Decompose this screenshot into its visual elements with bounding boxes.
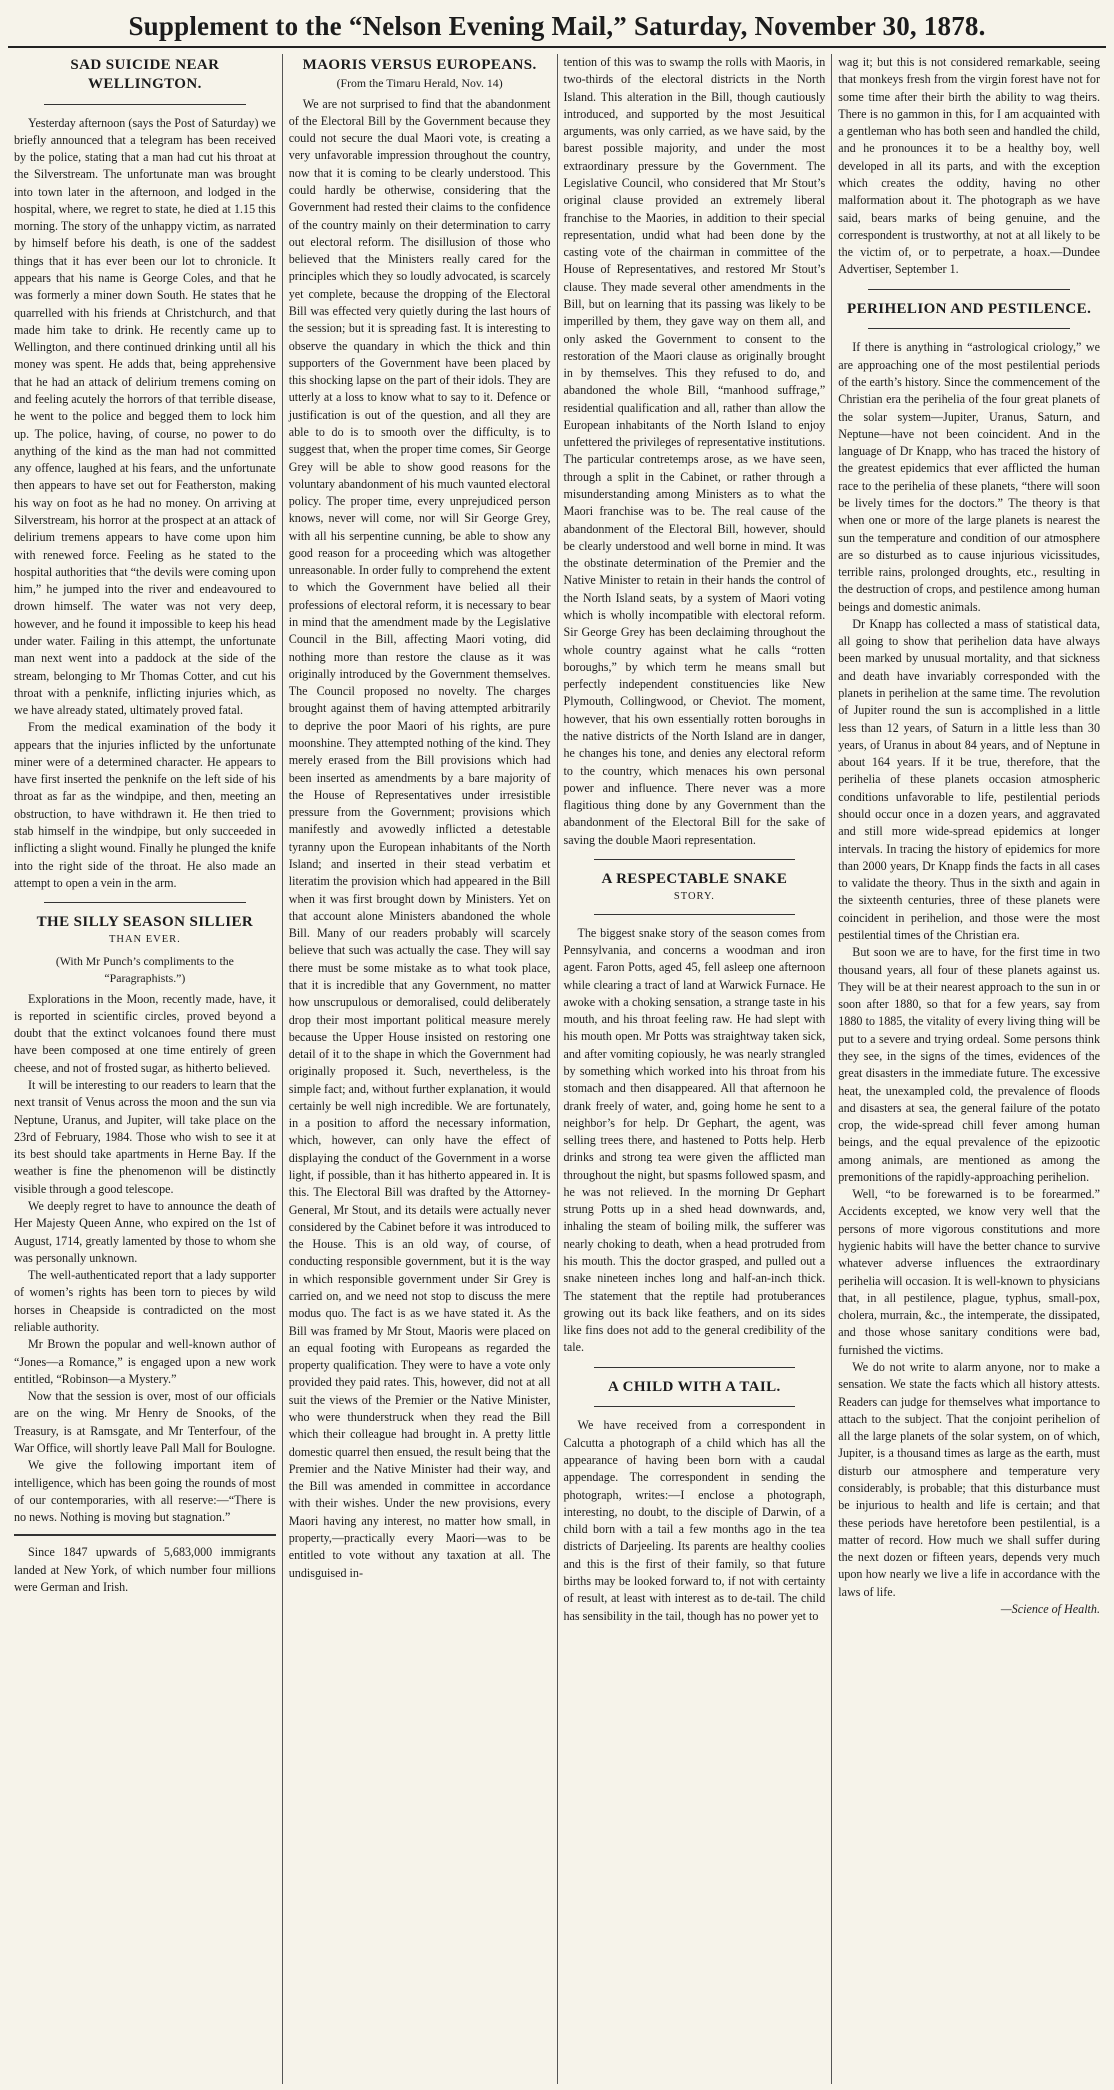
divider <box>868 328 1070 329</box>
article-paragraph: But soon we are to have, for the first time in two thousand years, all four of these planets against us. They will be at their nearest approach to the sun in or soon after 1880, so that for a few years, say from 1880 to 1885, the vitality of every living thing will be put to a severe and trying ordeal. Some persons think they see, in the signs of the times, evidences of the great disasters in the immediate future. The excessive heat, the unexampled cold, the prevalence of floods and disasters at sea, the general failure of the potato crop, the wide-spread chill fever among human beings, and the equal prevalence of the epizootic among animals, are mentioned as among the premonitions of the rapidly-approaching perihelion. <box>838 945 1100 1184</box>
article-title-silly-season: THE SILLY SEASON SILLIER <box>36 914 254 931</box>
article-title-snake-story: A RESPECTABLE SNAKE <box>601 870 788 887</box>
column-1 <box>8 54 283 2084</box>
article-title-perihelion: PERIHELION AND PESTILENCE. <box>847 300 1092 317</box>
divider <box>44 104 246 105</box>
article-paragraph: Now that the session is over, most of our officials are on the wing. Mr Henry de Snooks, of the Treasury, is at Ramsgate, and Mr Tenterfour, of the War Office, will shortly leave Pall Mall for Boulogne. <box>14 1389 276 1455</box>
divider <box>594 1367 796 1368</box>
article-paragraph: Dr Knapp has collected a mass of statistical data, all going to show that perihelion data have always been marked by unusual mortality, and that sickness and death have invariably corresponded with the planets in perihelion at the same time. The revolution of Jupiter round the sun is accomplished in a little less than 12 years, of Saturn in a little less than 30 years, of Uranus in about 84 years, and of Neptune in about 164 years. If it be true, therefore, that the perihelia of these planets occasion atmospheric conditions unfavorable to life, pestilential periods should occur once in a dozen years, and aggravated and still more wide-spread epidemics at longer intervals. In tracing the history of epidemics for more than 2000 years, Dr Knapp finds the facts in all cases to validate the theory. Thus in the sixth and again in the sixteenth centuries, three of these planets were coincident in perihelion, and those were the most pestilential times of the Christian era. <box>838 616 1100 942</box>
article-signature: —Science of Health. <box>1000 1601 1100 1616</box>
article-paragraph: tention of this was to swamp the rolls with Maoris, in two-thirds of the electoral districts in the North Island. This alteration in the Bill, though cautiously introduced, and supported by the most Jesuitical arguments, was only carried, as we have said, by the barest possible majority, and under the most extraordinary pressure by the Government. The Legislative Council, who considered that Mr Stout’s original clause provided an extremely liberal franchise to the Maories, in addition to their special representation, undid what had been done by the casting vote of the chairman in committee of the House of Representatives, and restored Mr Stout’s clause. They made several other amendments in the Bill, but on learning that its passing was likely to be imperilled by them, they gave way on them all, and only asked the Government to consent to the restoration of the Maori clause as originally brought in by themselves. This they refused to do, and abandoned the whole Bill, “manhood suffrage,” residential qualification and all, rather than allow the European inhabitants of the North Island to enjoy unfettered the privileges of representative institutions. The particular contretemps arose, as we have seen, through a split in the Cabinet, or rather through a misunderstanding among Ministers as to what the Maori franchise was to be. The real cause of the abandonment of the Electoral Bill, however, should be clearly understood and well borne in mind. It was the obstinate determination of the Premier and the Native Minister to retain in their hands the control of the North Island seats, by a system of Maori voting which is wholly incompatible with electoral reform. Sir George Grey has been declaiming throughout the whole country against what he calls “rotten boroughs,” by which term he means small but perfectly independent constituencies like New Plymouth, Collingwood, or Cheviot. The moment, however, that his own essentially rotten boroughs in the native districts of the North Island are in danger, he changes his tone, and denies any electoral reform to the country, which menaces his own personal power and influence. There never was a more flagitious thing done by any Government than the abandonment of the Electoral Bill for the sake of saving the double Maori representation. <box>563 55 826 847</box>
article-paragraph: From the medical examination of the body it appears that the injuries inflicted by the unfortunate miner were of a determined character. He appears to have first inserted the penknife on the left side of his throat as far as the windpipe, and then, meeting an obstruction, to have withdrawn it. He then tried to stab himself in the windpipe, but only succeeded in inflicting a slight wound. Finally he plunged the knife into the right side of the throat. He also made an attempt to open a vein in the arm. <box>14 720 276 890</box>
article-title-sad-suicide: SAD SUICIDE NEAR WELLINGTON. <box>70 57 220 92</box>
article-paragraph: We have received from a correspondent in Calcutta a photograph of a child which has all the appearance of having been born with a caudal appendage. The correspondent in sending the photograph, writes:—I enclose a photograph, interesting, no doubt, to the disciple of Darwin, of a child born with a tail a few months ago in the tea districts of Darjeeling. Its parents are healthy coolies and this is the first of their family, so that future births may be looked forward to, if not with certainty of result, at least with interest as to de-tail. The child has sensibility in the tail, though has no power yet to <box>563 1418 826 1623</box>
divider <box>868 289 1070 290</box>
article-paragraph: Well, “to be forewarned is to be forearmed.” Accidents excepted, we know very well that the persons of more vigorous constitutions and more hygienic habits will have the better chance to survive whatever adverse influences the extraordinary perihelia will occasion. It is well-known to physicians that, in all pestilence, plague, typhus, small-pox, cholera, murrain, &c., the intemperate, the dissipated, and those whose sanitary conditions were bad, furnished the victims. <box>838 1187 1100 1357</box>
article-paragraph: We deeply regret to have to announce the death of Her Majesty Queen Anne, who expired on the 1st of August, 1714, greatly lamented by those to whom she was personally unknown. <box>14 1199 276 1265</box>
article-title-child-with-tail: A CHILD WITH A TAIL. <box>608 1378 781 1395</box>
article-title-maoris-versus-europeans: MAORIS VERSUS EUROPEANS. <box>302 57 537 73</box>
divider <box>14 1534 276 1536</box>
divider <box>44 902 246 903</box>
divider <box>594 914 796 915</box>
article-paragraph: We are not surprised to find that the abandonment of the Electoral Bill by the Government because they could not secure the dual Maori vote, is creating a very unfavorable impression throughout the country, now that it is coming to be clearly understood. This could hardly be otherwise, considering that the Government had rested their claims to the confidence of the country mainly on their determination to carry out electoral reform. The disillusion of those who believed that the Ministers really cared for the principles which they so loudly advocated, is scarcely yet complete, because the dropping of the Electoral Bill was effected very quietly during the last hours of the session; but it is spreading fast. It is interesting to observe the quandary in which the thick and thin supporters of the Government have been placed by this shocking lapse on the part of their idols. They are utterly at a loss to know what to say to it. Defence or justification is out of the question, and all they are able to do is to smooth over the difficulty, is to suggest that, when the proper time comes, Sir George Grey will be able to show good reasons for the voluntary abandonment of his much vaunted electoral policy. The proper time, every unprejudiced person knows, never will come, nor will Sir George Grey, with all his serpentine cunning, be able to show any good reason for a proceeding which was altogether unreasonable. In order fully to comprehend the extent to which the Government have belied all their professions of electoral reform, it is necessary to bear in mind that the amendment made by the Legislative Council in the Bill, affecting Maori voting, did nothing more than restore the clause as it was originally introduced by the Government themselves. The Council proposed no novelty. The charges brought against them of having attempted arbitrarily to deprive the poor Maori of his rights, are pure moonshine. They attempted nothing of the kind. They merely erased from the Bill provisions which had been inserted as amendments by a bare majority of the House of Representatives under irresistible pressure from the Government; provisions which manifestly and avowedly inflicted a detestable tyranny upon the European inhabitants of the North Island; and inserted in their stead verbatim et literatim the provision which had appeared in the Bill when it was first brought down by Ministers. Yet on that account alone Ministers abandoned the whole Bill. Many of our readers probably will scarcely believe that such was actually the case. They will say there must be some mistake as to what took place, that it is incredible that any Government, no matter how unscrupulous or demoralised, could deliberately drop their most important political measure merely because the Upper House insisted on restoring one detail of it to the shape in which the Government had originally proposed it. Such, nevertheless, is the simple fact; and, without further explanation, it would certainly be well nigh incredible. We are fortunately, in a position to afford the necessary information, which, however, can only have the effect of displaying the conduct of the Government in a worse light, if possible, than it has hitherto appeared in. It is this. The Electoral Bill was drafted by the Attorney-General, Mr Stout, and its details were actually never considered by the Cabinet before it was introduced to the House. This is an old way, of course, of conducting responsible government, but it is the way in which responsible government under Sir Grey is carried on, and we need not stop to discuss the mere modus quo. The fact is as we have stated it. As the Bill was framed by Mr Stout, Maoris were placed on an equal footing with Europeans as regarded the property qualification. They were to have a vote only provided they paid rates. This, however, did not at all suit the views of the Premier or the Native Minister, who were thunderstruck when they read the Bill which their colleague had brought in. A pretty little domestic quarrel then ensued, the result being that the Premier and the Native Minister had their way, and the Bill was amended in committee in accordance with their wishes. Under the new provisions, every Maori having any interest, no matter how small, in property,—practically every Maori—was to be entitled to vote without any taxation at all. The undisguised in- <box>288 96 551 1580</box>
article-note: (With Mr Punch’s compliments to the “Paragraphists.”) <box>55 953 234 985</box>
column-3 <box>558 54 833 2084</box>
article-paragraph: Mr Brown the popular and well-known author of “Jones—a Romance,” is engaged upon a new work entitled, “Robinson—a Mystery.” <box>14 1337 276 1386</box>
article-subtitle: THAN EVER. <box>108 933 181 945</box>
column-2 <box>283 54 558 2084</box>
article-paragraph: Yesterday afternoon (says the Post of Saturday) we briefly announced that a telegram has been received by the police, stating that a man had cut his throat at the Silverstream. The unfortunate man was brought into town later in the afternoon, and lodged in the hospital, where, we regret to state, he died at 1.15 this morning. The story of the unhappy victim, as narrated by himself before his death, is one of the saddest things that it has ever been our lot to chronicle. It appears that his name is George Coles, and that he was formerly a miner down South. He states that he quarrelled with his friends at Christchurch, and that made him take to drink. He recently came up to Wellington, and there continued drinking until all his money was spent. He adds that, being apprehensive that he had an attack of delirium tremens coming on and feeling acutely the horrors of that terrible disease, he went to the police and begged them to lock him up. The police, having, of course, no power to do anything of the kind as the man had not committed any offence, laughed at his fears, and the unfortunate then appears to have set out for Featherston, making his way on foot as he had no money. On arriving at Silverstream, his horror at the prospect at an attack of delirium tremens appears to have come upon him with renewed force. Feeling as he stated to the hospital authorities that “the devils were coming upon him,” he jumped into the river and endeavoured to drown himself. The water was not very deep, however, and he found it impossible to keep his head under water. Failing in this attempt, the unfortunate man next went into a paddock at the side of the stream, belonging to Mr Thomas Cotter, and cut his throat with a penknife, inflicting injuries which, as we have already stated, ultimately proved fatal. <box>14 115 276 718</box>
article-paragraph: It will be interesting to our readers to learn that the next transit of Venus across the moon and the sun via Neptune, Uranus, and Jupiter, will take place on the 23rd of February, 1984. Those who wish to see it at its best should take apartments in Herne Bay. If the weather is fine the phenomenon will be distinctly visible through a good telescope. <box>14 1078 276 1196</box>
article-paragraph: If there is anything in “astrological criology,” we are approaching one of the most pestilential periods of the earth’s history. Since the commencement of the Christian era the perihelia of the four great planets of the solar system—Jupiter, Uranus, Saturn, and Neptune—have not been coincident. And in the language of Dr Knapp, who has traced the history of the greatest epidemics that ever afflicted the human race to the perihelia of these planets, “there will soon be lively times for the doctors.” The theory is that when one or more of the large planets is nearest the sun the temperature and condition of our atmosphere are so disturbed as to cause injurious vicissitudes, terrible rains, prolonged droughts, etc., resulting in the destruction of crops, and pestilence among human beings and domestic animals. <box>838 340 1100 614</box>
article-paragraph: Explorations in the Moon, recently made, have, it is reported in scientific circles, proved beyond a doubt that the extinct volcanoes found there must have been composed at one time entirely of green cheese, and not of frosted sugar, as hitherto believed. <box>14 991 276 1075</box>
article-subtitle: STORY. <box>673 890 715 902</box>
article-paragraph: The biggest snake story of the season comes from Pennsylvania, and concerns a woodman and iron agent. Faron Potts, aged 45, fell asleep one afternoon while clearing a tract of land at Warwick Furnace. He awoke with a choking sensation, a strange taste in his mouth, and his throat feeling raw. He had slept with his mouth open. Mr Potts was straightway taken sick, and after vomiting copiously, he was nearly strangled by something which worked into his throat from his stomach and then disappeared. All that afternoon he drank freely of water, and, going home he sent to a neighbor’s for help. Dr Gephart, the agent, was selling trees there, and hastened to Potts help. Herb drinks and strong tea were given the afflicted man throughout the night, but spasms followed spasm, and he was not relieved. In the morning Dr Gephart strung Potts up in a shed head downwards, and, inhaling the steam of boiling milk, the sufferer was nearly choking to death, when a head protruded from his mouth. This the doctor grasped, and pulled out a snake nineteen inches long and half-an-inch thick. The statement that the reptile had protuberances growing out its back like feathers, and on its sides like fins does not add to the general credibility of the tale. <box>563 925 826 1355</box>
divider <box>594 1406 796 1407</box>
column-4 <box>832 54 1106 2084</box>
article-paragraph: The well-authenticated report that a lady supporter of women’s rights has been torn to pieces by wild horses in Cheapside is contradicted on the most reliable authority. <box>14 1268 276 1334</box>
article-paragraph: Since 1847 upwards of 5,683,000 immigrants landed at New York, of which number four millions were German and Irish. <box>14 1545 276 1594</box>
article-source: (From the Timaru Herald, Nov. 14) <box>336 75 503 90</box>
columns <box>8 54 1106 2084</box>
article-paragraph: We do not write to alarm anyone, nor to make a sensation. We state the facts which all history attests. Readers can judge for themselves what importance to attach to the subject. That the conjoint perihelion of all the large planets of the solar system, on of which, Jupiter, is a thousand times as large as the earth, must disturb our atmosphere and temperature very considerably, is probable; that this disturbance must be injurious to health and life is certain; and that these periods have heretofore been pestilential, is a matter of record. How much we shall suffer during the next dozen or fifteen years, depends very much upon how nearly we live a life in accordance with the laws of life. <box>838 1360 1100 1599</box>
masthead: Supplement to the “Nelson Evening Mail,” Saturday, November 30, 1878. <box>8 6 1106 48</box>
divider <box>594 859 796 860</box>
article-paragraph: wag it; but this is not considered remarkable, seeing that monkeys fresh from the virgin forest have not for some time after their birth the ability to wag theirs. There is no gammon in this, for I am acquainted with a gentleman who has both seen and handled the child, and he pronounces it to be a healthy boy, well developed in all its parts, and with the exception which creates the oddity, having no other malformation about it. The photograph as we have said, bears marks of being genuine, and the correspondent is trustworthy, at not at all likely to be the victim of, or to perpetrate, a hoax.—Dundee Advertiser, September 1. <box>838 55 1100 277</box>
article-paragraph: We give the following important item of intelligence, which has been going the rounds of most of our contemporaries, with all reserve:—“There is no news. Nothing is moving but stagnation.” <box>14 1458 276 1525</box>
